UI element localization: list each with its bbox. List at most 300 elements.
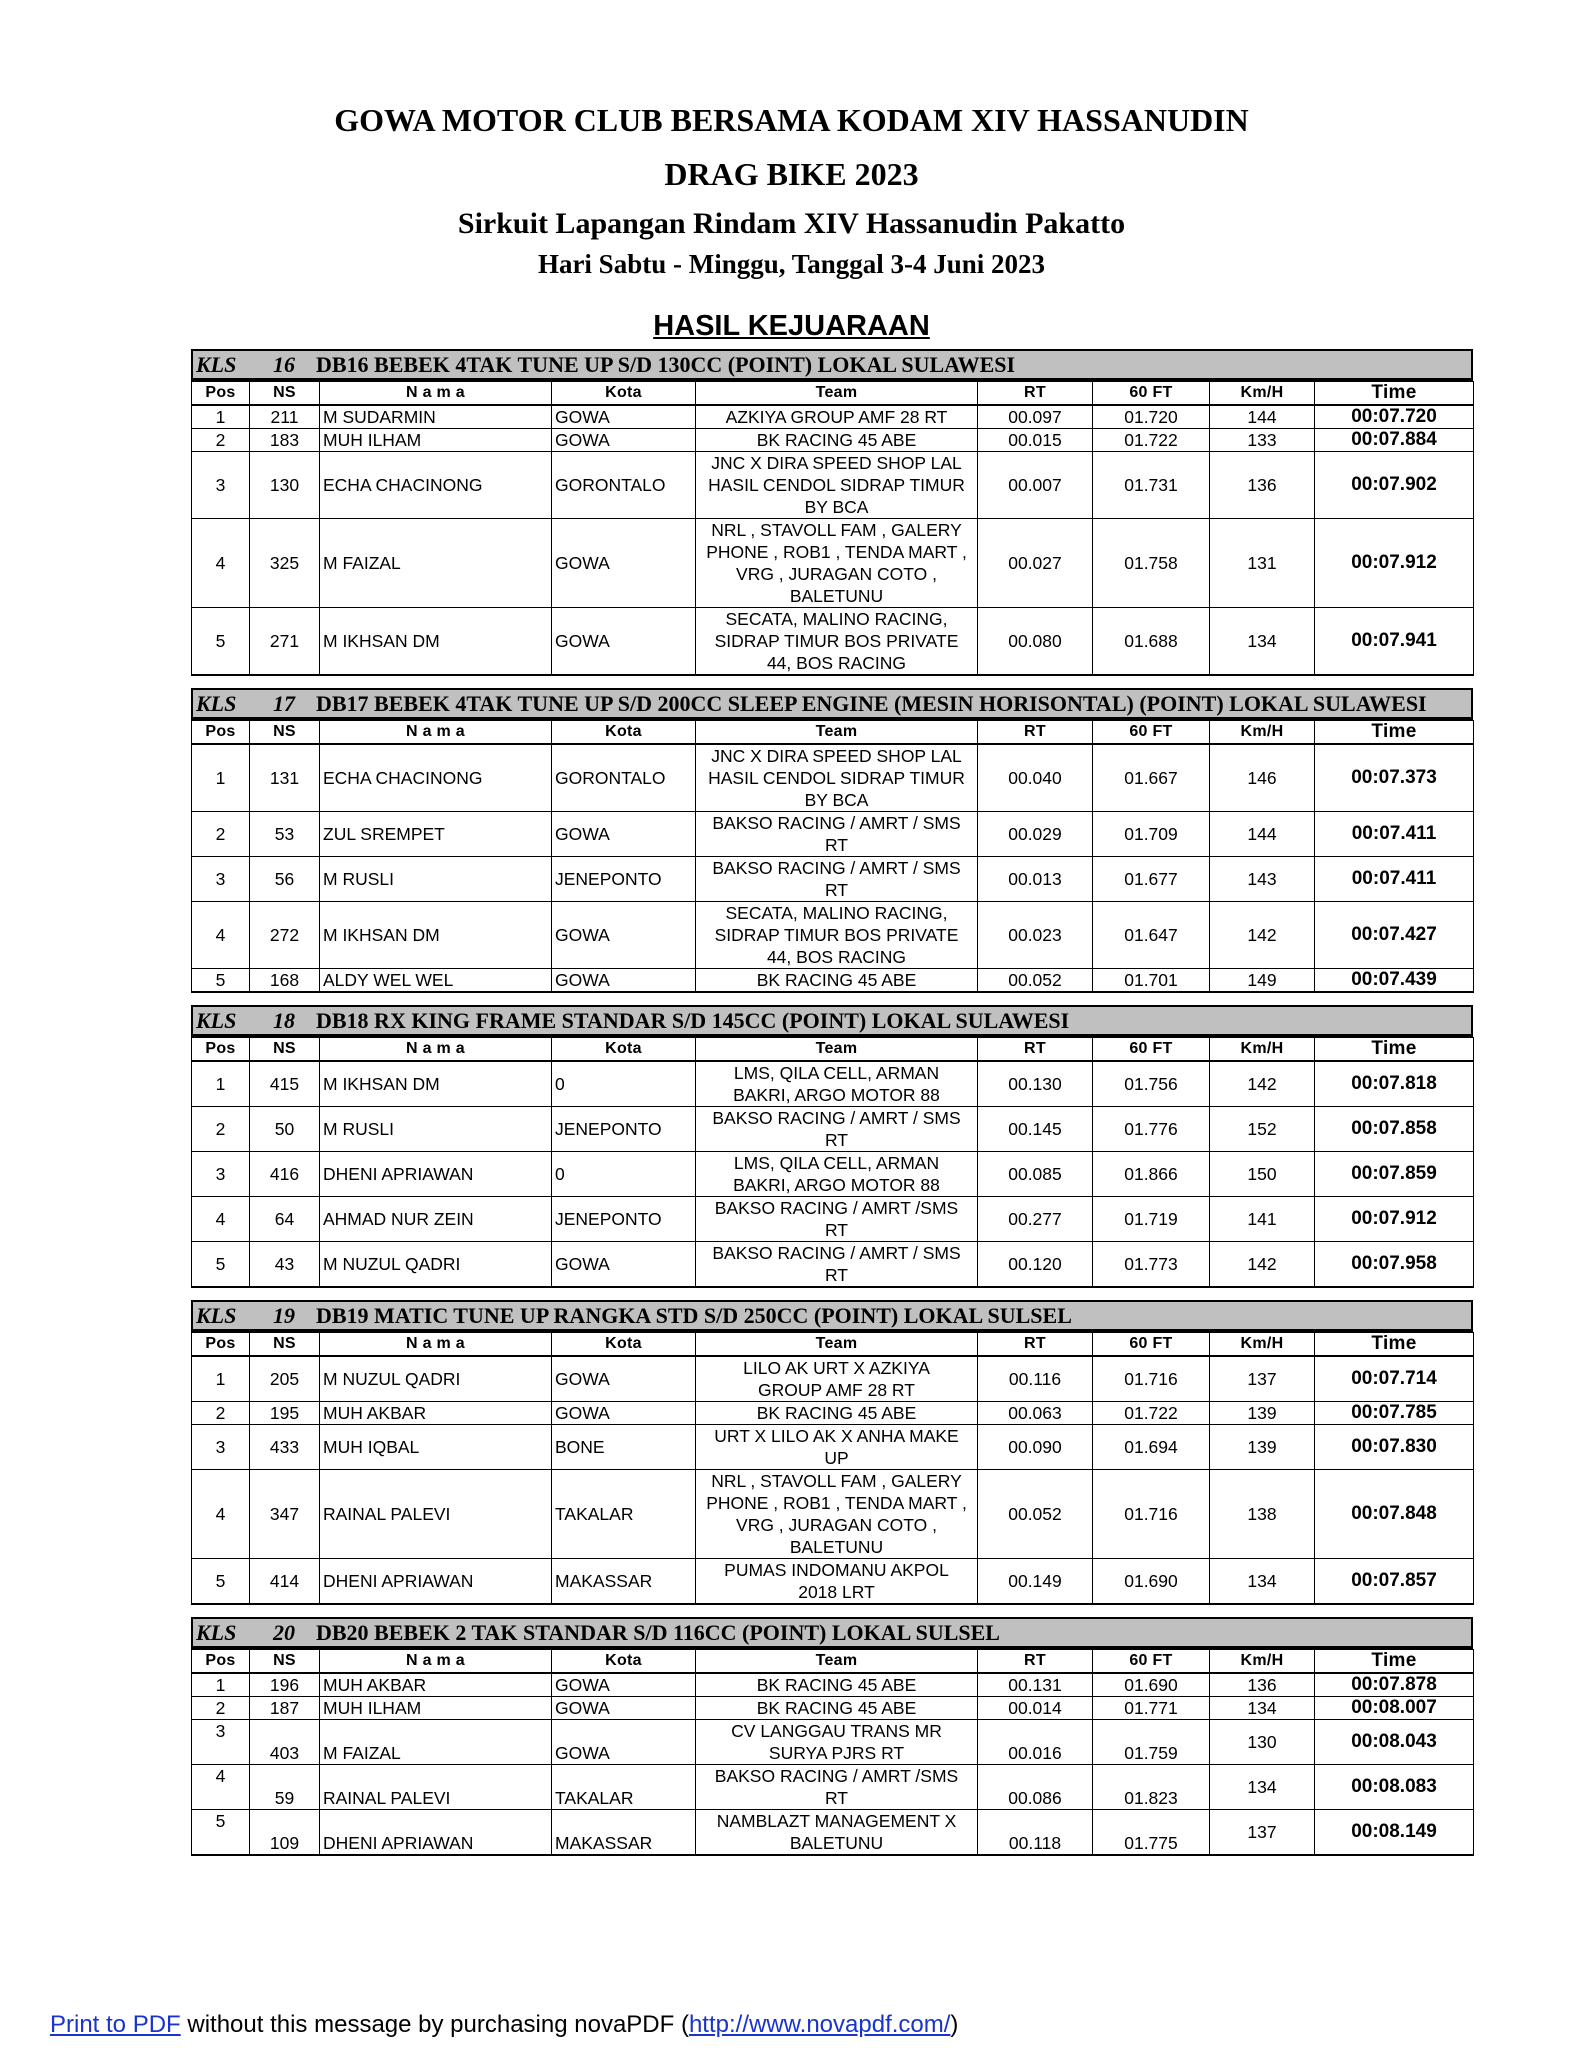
name-cell: MUH AKBAR bbox=[320, 1673, 552, 1697]
rt-cell: 00.086 bbox=[978, 1765, 1093, 1810]
ft60-cell: 01.688 bbox=[1093, 608, 1210, 676]
col-team-header: Team bbox=[696, 1650, 978, 1674]
city-cell: TAKALAR bbox=[552, 1470, 696, 1559]
time-cell: 00:07.411 bbox=[1315, 857, 1474, 902]
col-time-header: Time bbox=[1315, 721, 1474, 745]
rt-cell: 00.063 bbox=[978, 1402, 1093, 1425]
table-row bbox=[192, 1810, 1474, 1856]
ft60-cell: 01.756 bbox=[1093, 1061, 1210, 1107]
ns-cell: 403 bbox=[250, 1720, 320, 1765]
kmh-cell: 134 bbox=[1210, 1697, 1315, 1720]
col-pos-header: Pos bbox=[192, 721, 250, 745]
table-row bbox=[192, 1402, 1474, 1425]
time-cell: 00:08.149 bbox=[1315, 1810, 1474, 1856]
city-cell: JENEPONTO bbox=[552, 857, 696, 902]
table-header-row bbox=[192, 1650, 1474, 1674]
col-ns-header: NS bbox=[250, 382, 320, 406]
ft60-cell: 01.690 bbox=[1093, 1673, 1210, 1697]
table-row bbox=[192, 405, 1474, 429]
ft60-cell: 01.776 bbox=[1093, 1107, 1210, 1152]
class-section-16 bbox=[191, 349, 1473, 676]
city-cell: GOWA bbox=[552, 1242, 696, 1288]
kmh-cell: 143 bbox=[1210, 857, 1315, 902]
class-header bbox=[191, 688, 1473, 720]
col-nama-header: N a m a bbox=[320, 1650, 552, 1674]
city-cell: BONE bbox=[552, 1425, 696, 1470]
col-pos-header: Pos bbox=[192, 1038, 250, 1062]
ns-cell: 347 bbox=[250, 1470, 320, 1559]
name-cell: RAINAL PALEVI bbox=[320, 1765, 552, 1810]
class-label: KLS bbox=[196, 351, 237, 377]
city-cell: MAKASSAR bbox=[552, 1810, 696, 1856]
col-nama-header: N a m a bbox=[320, 1333, 552, 1357]
rt-cell: 00.007 bbox=[978, 452, 1093, 519]
pos-cell: 5 bbox=[192, 1559, 250, 1605]
results-sections bbox=[191, 349, 1473, 1868]
name-cell: M FAIZAL bbox=[320, 1720, 552, 1765]
col-nama-header: N a m a bbox=[320, 721, 552, 745]
time-cell: 00:07.884 bbox=[1315, 429, 1474, 452]
rt-cell: 00.015 bbox=[978, 429, 1093, 452]
table-row bbox=[192, 1720, 1474, 1765]
team-cell: SECATA, MALINO RACING, SIDRAP TIMUR BOS PRIVATE 44, BOS RACING bbox=[696, 902, 978, 969]
team-cell: LMS, QILA CELL, ARMAN BAKRI, ARGO MOTOR 88 bbox=[696, 1061, 978, 1107]
kmh-cell: 138 bbox=[1210, 1470, 1315, 1559]
rt-cell: 00.080 bbox=[978, 608, 1093, 676]
col-pos-header: Pos bbox=[192, 382, 250, 406]
pos-cell: 4 bbox=[192, 519, 250, 608]
city-cell: JENEPONTO bbox=[552, 1197, 696, 1242]
col-kmh-header: Km/H bbox=[1210, 1333, 1315, 1357]
time-cell: 00:07.714 bbox=[1315, 1356, 1474, 1402]
class-number: 20 bbox=[273, 1619, 295, 1645]
class-name: DB17 BEBEK 4TAK TUNE UP S/D 200CC SLEEP ENGINE (MESIN HORISONTAL) (POINT) LOKAL SULAWESI bbox=[316, 690, 1427, 716]
rt-cell: 00.023 bbox=[978, 902, 1093, 969]
pos-cell: 2 bbox=[192, 1402, 250, 1425]
event-title: GOWA MOTOR CLUB BERSAMA KODAM XIV HASSANUDIN bbox=[334, 102, 1249, 138]
rt-cell: 00.090 bbox=[978, 1425, 1093, 1470]
ns-cell: 211 bbox=[250, 405, 320, 429]
city-cell: TAKALAR bbox=[552, 1765, 696, 1810]
col-rt-header: RT bbox=[978, 1038, 1093, 1062]
col-kmh-header: Km/H bbox=[1210, 1650, 1315, 1674]
ft60-cell: 01.709 bbox=[1093, 812, 1210, 857]
team-cell: BAKSO RACING / AMRT / SMS RT bbox=[696, 857, 978, 902]
col-rt-header: RT bbox=[978, 382, 1093, 406]
rt-cell: 00.085 bbox=[978, 1152, 1093, 1197]
table-row bbox=[192, 519, 1474, 608]
time-cell: 00:07.785 bbox=[1315, 1402, 1474, 1425]
rt-cell: 00.040 bbox=[978, 744, 1093, 812]
table-row bbox=[192, 1242, 1474, 1288]
col-kota-header: Kota bbox=[552, 1650, 696, 1674]
kmh-cell: 139 bbox=[1210, 1402, 1315, 1425]
team-cell: BAKSO RACING / AMRT / SMS RT bbox=[696, 1107, 978, 1152]
team-cell: BK RACING 45 ABE bbox=[696, 969, 978, 993]
col-kota-header: Kota bbox=[552, 382, 696, 406]
results-title: HASIL KEJUARAAN bbox=[653, 310, 930, 342]
name-cell: M FAIZAL bbox=[320, 519, 552, 608]
col-ns-header: NS bbox=[250, 721, 320, 745]
col-kmh-header: Km/H bbox=[1210, 1038, 1315, 1062]
name-cell: MUH ILHAM bbox=[320, 429, 552, 452]
ns-cell: 53 bbox=[250, 812, 320, 857]
col-nama-header: N a m a bbox=[320, 1038, 552, 1062]
pos-cell: 4 bbox=[192, 1765, 250, 1810]
name-cell: ECHA CHACINONG bbox=[320, 744, 552, 812]
kmh-cell: 141 bbox=[1210, 1197, 1315, 1242]
time-cell: 00:08.043 bbox=[1315, 1720, 1474, 1765]
time-cell: 00:07.859 bbox=[1315, 1152, 1474, 1197]
ns-cell: 416 bbox=[250, 1152, 320, 1197]
team-cell: NRL , STAVOLL FAM , GALERY PHONE , ROB1 , TENDA MART , VRG , JURAGAN COTO , BALETUNU bbox=[696, 1470, 978, 1559]
ns-cell: 50 bbox=[250, 1107, 320, 1152]
team-cell: BAKSO RACING / AMRT / SMS RT bbox=[696, 812, 978, 857]
kmh-cell: 133 bbox=[1210, 429, 1315, 452]
class-number: 18 bbox=[273, 1007, 295, 1033]
ft60-cell: 01.773 bbox=[1093, 1242, 1210, 1288]
name-cell: M IKHSAN DM bbox=[320, 608, 552, 676]
city-cell: GORONTALO bbox=[552, 452, 696, 519]
col-team-header: Team bbox=[696, 1333, 978, 1357]
pos-cell: 1 bbox=[192, 1356, 250, 1402]
ft60-cell: 01.771 bbox=[1093, 1697, 1210, 1720]
kmh-cell: 134 bbox=[1210, 1765, 1315, 1810]
ns-cell: 56 bbox=[250, 857, 320, 902]
name-cell: M RUSLI bbox=[320, 857, 552, 902]
name-cell: RAINAL PALEVI bbox=[320, 1470, 552, 1559]
class-label: KLS bbox=[196, 690, 237, 716]
rt-cell: 00.014 bbox=[978, 1697, 1093, 1720]
col-pos-header: Pos bbox=[192, 1333, 250, 1357]
ft60-cell: 01.647 bbox=[1093, 902, 1210, 969]
ns-cell: 43 bbox=[250, 1242, 320, 1288]
rt-cell: 00.097 bbox=[978, 405, 1093, 429]
kmh-cell: 142 bbox=[1210, 1242, 1315, 1288]
ns-cell: 168 bbox=[250, 969, 320, 993]
pos-cell: 1 bbox=[192, 405, 250, 429]
team-cell: URT X LILO AK X ANHA MAKE UP bbox=[696, 1425, 978, 1470]
ns-cell: 109 bbox=[250, 1810, 320, 1856]
table-row bbox=[192, 429, 1474, 452]
ft60-cell: 01.758 bbox=[1093, 519, 1210, 608]
class-number: 16 bbox=[273, 351, 295, 377]
class-header bbox=[191, 1617, 1473, 1649]
city-cell: GOWA bbox=[552, 812, 696, 857]
rt-cell: 00.116 bbox=[978, 1356, 1093, 1402]
kmh-cell: 144 bbox=[1210, 812, 1315, 857]
kmh-cell: 131 bbox=[1210, 519, 1315, 608]
table-row bbox=[192, 608, 1474, 676]
class-number: 19 bbox=[273, 1302, 295, 1328]
rt-cell: 00.131 bbox=[978, 1673, 1093, 1697]
time-cell: 00:07.878 bbox=[1315, 1673, 1474, 1697]
class-section-18 bbox=[191, 1005, 1473, 1288]
time-cell: 00:07.720 bbox=[1315, 405, 1474, 429]
table-row bbox=[192, 452, 1474, 519]
time-cell: 00:07.427 bbox=[1315, 902, 1474, 969]
pos-cell: 3 bbox=[192, 1425, 250, 1470]
city-cell: 0 bbox=[552, 1061, 696, 1107]
name-cell: MUH AKBAR bbox=[320, 1402, 552, 1425]
pos-cell: 3 bbox=[192, 1152, 250, 1197]
city-cell: GOWA bbox=[552, 608, 696, 676]
rt-cell: 00.052 bbox=[978, 1470, 1093, 1559]
team-cell: BAKSO RACING / AMRT /SMS RT bbox=[696, 1765, 978, 1810]
class-header bbox=[191, 349, 1473, 381]
class-name: DB18 RX KING FRAME STANDAR S/D 145CC (POINT) LOKAL SULAWESI bbox=[316, 1007, 1070, 1033]
kmh-cell: 149 bbox=[1210, 969, 1315, 993]
table-header-row bbox=[192, 721, 1474, 745]
col-time-header: Time bbox=[1315, 1038, 1474, 1062]
kmh-cell: 130 bbox=[1210, 1720, 1315, 1765]
rt-cell: 00.052 bbox=[978, 969, 1093, 993]
time-cell: 00:07.912 bbox=[1315, 1197, 1474, 1242]
kmh-cell: 144 bbox=[1210, 405, 1315, 429]
ns-cell: 196 bbox=[250, 1673, 320, 1697]
class-number: 17 bbox=[273, 690, 295, 716]
city-cell: GOWA bbox=[552, 902, 696, 969]
col-time-header: Time bbox=[1315, 382, 1474, 406]
col-time-header: Time bbox=[1315, 1333, 1474, 1357]
name-cell: ALDY WEL WEL bbox=[320, 969, 552, 993]
name-cell: M IKHSAN DM bbox=[320, 902, 552, 969]
class-name: DB19 MATIC TUNE UP RANGKA STD S/D 250CC (POINT) LOKAL SULSEL bbox=[316, 1302, 1072, 1328]
ft60-cell: 01.722 bbox=[1093, 1402, 1210, 1425]
time-cell: 00:07.439 bbox=[1315, 969, 1474, 993]
name-cell: MUH ILHAM bbox=[320, 1697, 552, 1720]
ns-cell: 195 bbox=[250, 1402, 320, 1425]
name-cell: AHMAD NUR ZEIN bbox=[320, 1197, 552, 1242]
name-cell: MUH IQBAL bbox=[320, 1425, 552, 1470]
name-cell: ZUL SREMPET bbox=[320, 812, 552, 857]
team-cell: AZKIYA GROUP AMF 28 RT bbox=[696, 405, 978, 429]
ft60-cell: 01.716 bbox=[1093, 1356, 1210, 1402]
kmh-cell: 134 bbox=[1210, 1559, 1315, 1605]
col-pos-header: Pos bbox=[192, 1650, 250, 1674]
pos-cell: 1 bbox=[192, 744, 250, 812]
rt-cell: 00.013 bbox=[978, 857, 1093, 902]
ft60-cell: 01.775 bbox=[1093, 1810, 1210, 1856]
pos-cell: 2 bbox=[192, 812, 250, 857]
name-cell: M NUZUL QADRI bbox=[320, 1356, 552, 1402]
kmh-cell: 146 bbox=[1210, 744, 1315, 812]
results-table bbox=[191, 381, 1474, 676]
time-cell: 00:07.411 bbox=[1315, 812, 1474, 857]
table-row bbox=[192, 1356, 1474, 1402]
class-section-20 bbox=[191, 1617, 1473, 1856]
table-header-row bbox=[192, 1333, 1474, 1357]
class-section-19 bbox=[191, 1300, 1473, 1605]
col-team-header: Team bbox=[696, 1038, 978, 1062]
col-team-header: Team bbox=[696, 721, 978, 745]
pos-cell: 5 bbox=[192, 1242, 250, 1288]
ns-cell: 64 bbox=[250, 1197, 320, 1242]
time-cell: 00:07.857 bbox=[1315, 1559, 1474, 1605]
team-cell: BK RACING 45 ABE bbox=[696, 1673, 978, 1697]
pos-cell: 2 bbox=[192, 1107, 250, 1152]
rt-cell: 00.027 bbox=[978, 519, 1093, 608]
col-kota-header: Kota bbox=[552, 721, 696, 745]
name-cell: ECHA CHACINONG bbox=[320, 452, 552, 519]
team-cell: BK RACING 45 ABE bbox=[696, 1697, 978, 1720]
name-cell: DHENI APRIAWAN bbox=[320, 1559, 552, 1605]
city-cell: GOWA bbox=[552, 969, 696, 993]
col-60ft-header: 60 FT bbox=[1093, 1333, 1210, 1357]
ns-cell: 415 bbox=[250, 1061, 320, 1107]
table-row bbox=[192, 1697, 1474, 1720]
pos-cell: 5 bbox=[192, 1810, 250, 1856]
pos-cell: 2 bbox=[192, 1697, 250, 1720]
team-cell: JNC X DIRA SPEED SHOP LAL HASIL CENDOL SIDRAP TIMUR BY BCA bbox=[696, 452, 978, 519]
team-cell: LILO AK URT X AZKIYA GROUP AMF 28 RT bbox=[696, 1356, 978, 1402]
name-cell: M SUDARMIN bbox=[320, 405, 552, 429]
city-cell: MAKASSAR bbox=[552, 1559, 696, 1605]
name-cell: DHENI APRIAWAN bbox=[320, 1152, 552, 1197]
ft60-cell: 01.719 bbox=[1093, 1197, 1210, 1242]
pos-cell: 4 bbox=[192, 902, 250, 969]
ft60-cell: 01.716 bbox=[1093, 1470, 1210, 1559]
time-cell: 00:08.007 bbox=[1315, 1697, 1474, 1720]
kmh-cell: 139 bbox=[1210, 1425, 1315, 1470]
time-cell: 00:07.902 bbox=[1315, 452, 1474, 519]
time-cell: 00:07.848 bbox=[1315, 1470, 1474, 1559]
city-cell: GOWA bbox=[552, 1356, 696, 1402]
ns-cell: 433 bbox=[250, 1425, 320, 1470]
kmh-cell: 142 bbox=[1210, 902, 1315, 969]
city-cell: JENEPONTO bbox=[552, 1107, 696, 1152]
team-cell: BAKSO RACING / AMRT /SMS RT bbox=[696, 1197, 978, 1242]
ft60-cell: 01.759 bbox=[1093, 1720, 1210, 1765]
table-row bbox=[192, 1470, 1474, 1559]
ft60-cell: 01.823 bbox=[1093, 1765, 1210, 1810]
class-label: KLS bbox=[196, 1619, 237, 1645]
col-nama-header: N a m a bbox=[320, 382, 552, 406]
ns-cell: 272 bbox=[250, 902, 320, 969]
table-row bbox=[192, 1673, 1474, 1697]
class-section-17 bbox=[191, 688, 1473, 993]
kmh-cell: 137 bbox=[1210, 1810, 1315, 1856]
team-cell: JNC X DIRA SPEED SHOP LAL HASIL CENDOL SIDRAP TIMUR BY BCA bbox=[696, 744, 978, 812]
col-team-header: Team bbox=[696, 382, 978, 406]
team-cell: NRL , STAVOLL FAM , GALERY PHONE , ROB1 , TENDA MART , VRG , JURAGAN COTO , BALETUNU bbox=[696, 519, 978, 608]
city-cell: GOWA bbox=[552, 1697, 696, 1720]
time-cell: 00:07.858 bbox=[1315, 1107, 1474, 1152]
ft60-cell: 01.731 bbox=[1093, 452, 1210, 519]
team-cell: BAKSO RACING / AMRT / SMS RT bbox=[696, 1242, 978, 1288]
pos-cell: 1 bbox=[192, 1061, 250, 1107]
time-cell: 00:07.373 bbox=[1315, 744, 1474, 812]
footer-end: ) bbox=[950, 2011, 959, 2038]
team-cell: PUMAS INDOMANU AKPOL 2018 LRT bbox=[696, 1559, 978, 1605]
ns-cell: 205 bbox=[250, 1356, 320, 1402]
results-table bbox=[191, 1037, 1474, 1288]
pos-cell: 5 bbox=[192, 608, 250, 676]
table-row bbox=[192, 1425, 1474, 1470]
rt-cell: 00.277 bbox=[978, 1197, 1093, 1242]
city-cell: GORONTALO bbox=[552, 744, 696, 812]
ft60-cell: 01.866 bbox=[1093, 1152, 1210, 1197]
name-cell: M IKHSAN DM bbox=[320, 1061, 552, 1107]
team-cell: BK RACING 45 ABE bbox=[696, 429, 978, 452]
class-label: KLS bbox=[196, 1302, 237, 1328]
pos-cell: 1 bbox=[192, 1673, 250, 1697]
rt-cell: 00.145 bbox=[978, 1107, 1093, 1152]
ns-cell: 130 bbox=[250, 452, 320, 519]
col-kmh-header: Km/H bbox=[1210, 382, 1315, 406]
col-ns-header: NS bbox=[250, 1333, 320, 1357]
col-kota-header: Kota bbox=[552, 1038, 696, 1062]
team-cell: BK RACING 45 ABE bbox=[696, 1402, 978, 1425]
ns-cell: 59 bbox=[250, 1765, 320, 1810]
team-cell: LMS, QILA CELL, ARMAN BAKRI, ARGO MOTOR 88 bbox=[696, 1152, 978, 1197]
table-row bbox=[192, 1559, 1474, 1605]
col-kmh-header: Km/H bbox=[1210, 721, 1315, 745]
team-cell: CV LANGGAU TRANS MR SURYA PJRS RT bbox=[696, 1720, 978, 1765]
rt-cell: 00.029 bbox=[978, 812, 1093, 857]
city-cell: GOWA bbox=[552, 1673, 696, 1697]
table-row bbox=[192, 1197, 1474, 1242]
team-cell: NAMBLAZT MANAGEMENT X BALETUNU bbox=[696, 1810, 978, 1856]
class-label: KLS bbox=[196, 1007, 237, 1033]
results-table bbox=[191, 1332, 1474, 1605]
pos-cell: 4 bbox=[192, 1470, 250, 1559]
table-row bbox=[192, 969, 1474, 993]
table-header-row bbox=[192, 1038, 1474, 1062]
print-to-pdf-link[interactable]: Print to PDF bbox=[50, 2011, 181, 2038]
col-rt-header: RT bbox=[978, 721, 1093, 745]
ns-cell: 183 bbox=[250, 429, 320, 452]
ft60-cell: 01.677 bbox=[1093, 857, 1210, 902]
rt-cell: 00.016 bbox=[978, 1720, 1093, 1765]
pdf-footer bbox=[50, 2011, 958, 2039]
table-row bbox=[192, 857, 1474, 902]
time-cell: 00:07.912 bbox=[1315, 519, 1474, 608]
event-venue: Sirkuit Lapangan Rindam XIV Hassanudin Pakatto bbox=[457, 207, 1126, 240]
ft60-cell: 01.694 bbox=[1093, 1425, 1210, 1470]
name-cell: DHENI APRIAWAN bbox=[320, 1810, 552, 1856]
rt-cell: 00.120 bbox=[978, 1242, 1093, 1288]
ns-cell: 271 bbox=[250, 608, 320, 676]
city-cell: 0 bbox=[552, 1152, 696, 1197]
table-row bbox=[192, 744, 1474, 812]
col-kota-header: Kota bbox=[552, 1333, 696, 1357]
table-row bbox=[192, 1152, 1474, 1197]
ns-cell: 187 bbox=[250, 1697, 320, 1720]
city-cell: GOWA bbox=[552, 1720, 696, 1765]
col-ns-header: NS bbox=[250, 1038, 320, 1062]
kmh-cell: 136 bbox=[1210, 1673, 1315, 1697]
city-cell: GOWA bbox=[552, 429, 696, 452]
rt-cell: 00.130 bbox=[978, 1061, 1093, 1107]
event-subtitle: DRAG BIKE 2023 bbox=[664, 156, 919, 192]
results-table bbox=[191, 1649, 1474, 1856]
time-cell: 00:08.083 bbox=[1315, 1765, 1474, 1810]
table-row bbox=[192, 812, 1474, 857]
col-60ft-header: 60 FT bbox=[1093, 382, 1210, 406]
class-name: DB16 BEBEK 4TAK TUNE UP S/D 130CC (POINT) LOKAL SULAWESI bbox=[316, 351, 1016, 377]
col-rt-header: RT bbox=[978, 1650, 1093, 1674]
ft60-cell: 01.701 bbox=[1093, 969, 1210, 993]
col-60ft-header: 60 FT bbox=[1093, 1650, 1210, 1674]
col-60ft-header: 60 FT bbox=[1093, 1038, 1210, 1062]
pos-cell: 3 bbox=[192, 1720, 250, 1765]
city-cell: GOWA bbox=[552, 405, 696, 429]
time-cell: 00:07.958 bbox=[1315, 1242, 1474, 1288]
name-cell: M RUSLI bbox=[320, 1107, 552, 1152]
novapdf-url-link[interactable]: http://www.novapdf.com/ bbox=[688, 2011, 951, 2038]
class-name: DB20 BEBEK 2 TAK STANDAR S/D 116CC (POINT) LOKAL SULSEL bbox=[316, 1619, 1000, 1645]
